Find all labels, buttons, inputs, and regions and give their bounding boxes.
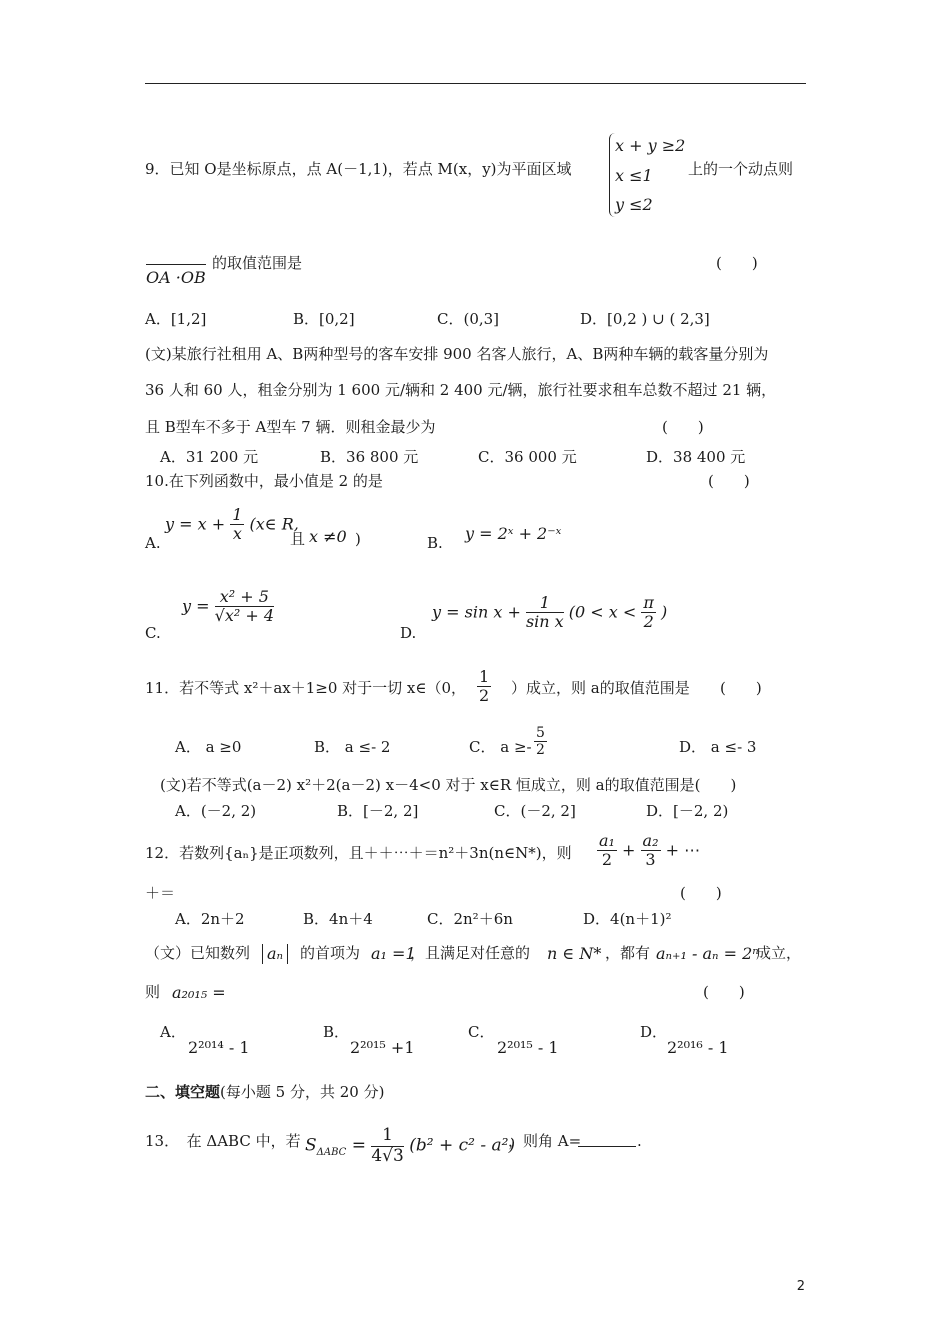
section-2-note: (每小题 5 分，共 20 分)	[220, 1083, 385, 1101]
q12-option-c: C．2n²＋6n	[427, 910, 513, 928]
q12w-mid2: ，且满足对任意的	[410, 944, 531, 962]
q12-frac-1-num: a₁	[599, 831, 615, 850]
system-line-3: y ≤2	[615, 195, 653, 214]
q10-c-lhs: y =	[182, 596, 210, 616]
q11-c-frac-den: 2	[536, 742, 545, 759]
q10-answer-paren: ( )	[708, 472, 750, 490]
q12w-n-domain: n ∈ N*	[547, 944, 602, 963]
q10-d-pi-num: π	[643, 593, 654, 612]
q10-a-condition: x ≠0	[309, 527, 347, 546]
q12w-mid3: ，都有	[605, 944, 651, 962]
q11-stem: 11．若不等式 x²＋ax＋1≥0 对于一切 x∈（0，	[145, 679, 467, 697]
q11w-option-b: B．[－2, 2]	[337, 802, 419, 820]
q12-option-b: B．4n＋4	[303, 910, 373, 928]
q9w-option-c: C．36 000 元	[478, 448, 577, 466]
section-2-heading	[145, 1085, 384, 1100]
header-rule	[145, 83, 806, 84]
q9w-option-a: A．31 200 元	[160, 448, 259, 466]
q12-stem: 12．若数列{aₙ}是正项数列，且＋＋⋯＋＝n²＋3n(n∈N*)，则	[145, 844, 572, 862]
q10-d-frac-num: 1	[526, 594, 564, 613]
page-number: 2	[796, 1279, 805, 1294]
q9-stem: 9．已知 O是坐标原点，点 A(－1,1)，若点 M(x，y)为平面区域	[145, 160, 572, 178]
q13-tail: ，则角 A=	[508, 1132, 582, 1150]
q11-option-c: C． a ≥-	[469, 738, 532, 756]
q10-a-domain: (x∈ R,	[249, 514, 299, 534]
q12-frac-2-num: a₂	[642, 831, 659, 850]
q11-c-frac-num: 5	[536, 725, 545, 741]
q12-plus: +	[622, 840, 636, 860]
q13-area-symbol: S	[305, 1135, 317, 1156]
q11-fraction	[477, 668, 491, 706]
q10-d-pi-den: 2	[643, 612, 654, 632]
q12w-sequence: aₙ	[262, 944, 288, 964]
q12w-end: 成立，	[756, 944, 802, 962]
q11-option-c-fraction	[534, 725, 547, 758]
q10-a-fraction	[230, 506, 244, 544]
q12w-value-b: 2²⁰¹⁵ +1	[350, 1038, 415, 1057]
q9w-line-1: (文)某旅行社租用 A、B两种型号的客车安排 900 名客人旅行，A、B两种车辆的载客量分别为	[145, 345, 769, 363]
q12w-label-b: B．	[323, 1023, 350, 1041]
q12w-first-term: a₁ =1	[371, 944, 416, 963]
system-line-2: x ≤1	[615, 166, 653, 185]
q10-formula-a	[165, 506, 299, 544]
q12-answer-paren: ( )	[680, 884, 722, 902]
system-line-1: x + y ≥2	[615, 136, 686, 155]
q10-stem: 10.在下列函数中，最小值是 2 的是	[145, 472, 383, 490]
q12-frac-1	[597, 832, 617, 870]
q13-area-subscript: ΔABC	[316, 1146, 347, 1158]
q9-option-a: A．[1,2]	[145, 310, 207, 328]
q9-stem-tail: 上的一个动点则	[688, 160, 794, 178]
q9w-line-3: 且 B型车不多于 A型车 7 辆．则租金最少为	[145, 418, 436, 436]
q12-frac-2-den: 3	[645, 850, 656, 870]
q12w-stem: （文）已知数列	[145, 944, 251, 962]
q12-option-d: D．4(n＋1)²	[583, 910, 672, 928]
vector-dot-product: OA ·OB	[146, 268, 206, 287]
q9w-line-2: 36 人和 60 人，租金分别为 1 600 元/辆和 2 400 元/辆，旅行社要求租车总数不超过 21 辆，	[145, 381, 777, 399]
q10-a-frac-den: x	[232, 524, 242, 544]
q12-ellipsis: + ⋯	[665, 840, 701, 860]
q12w-answer-paren: ( )	[703, 983, 745, 1001]
q12w-value-d: 2²⁰¹⁶ - 1	[667, 1038, 729, 1057]
q11-option-a: A． a ≥0	[175, 738, 242, 756]
q11-stem-tail: ）成立，则 a的取值范围是	[511, 679, 690, 697]
q12-frac-1-den: 2	[601, 850, 613, 870]
q10-d-close: )	[661, 602, 668, 622]
q12w-target: a₂₀₁₅ =	[172, 983, 226, 1002]
q12-line2: ＋＝	[145, 884, 176, 902]
section-2-title: 二、填空题	[145, 1083, 221, 1101]
q12w-label-a: A．	[160, 1023, 186, 1041]
q9w-option-b: B．36 800 元	[320, 448, 419, 466]
q10-a-frac-num: 1	[232, 505, 243, 524]
q9-option-b: B．[0,2]	[293, 310, 355, 328]
q12w-value-c: 2²⁰¹⁵ - 1	[497, 1038, 559, 1057]
q13-fraction	[371, 1126, 403, 1166]
q12-frac-2	[641, 832, 661, 870]
q9w-answer-paren: ( )	[662, 418, 704, 436]
q11-option-d: D． a ≤- 3	[679, 738, 757, 756]
q13-formula	[305, 1126, 515, 1166]
q11w-stem: (文)若不等式(a－2) x²＋2(a－2) x－4<0 对于 x∈R 恒成立，则 a的取值范围是( )	[160, 776, 737, 794]
q10-label-c: C.	[145, 624, 161, 642]
q12w-then: 则	[145, 983, 161, 1001]
q11w-option-c: C．(－2, 2]	[494, 802, 576, 820]
q9-option-d: D．[0,2 ) ∪ ( 2,3]	[580, 310, 710, 328]
q10-c-frac-den: √x² + 4	[214, 606, 275, 626]
q10-d-lhs: y = sin x +	[432, 602, 521, 622]
q12w-recurrence: aₙ₊₁ - aₙ = 2ⁿ	[656, 944, 759, 963]
q13-equals: =	[351, 1135, 366, 1156]
q10-formula-b: y = 2ˣ + 2⁻ˣ	[465, 524, 562, 543]
q12w-label-d: D．	[640, 1023, 668, 1041]
q10-a-lhs: y = x +	[165, 514, 226, 534]
q10-formula-c	[182, 588, 274, 626]
q9-line2: 的取值范围是	[212, 254, 303, 272]
q10-label-a: A.	[145, 534, 161, 552]
q13-expression: (b² + c² - a²)	[409, 1135, 516, 1156]
q10-formula-d	[432, 594, 667, 632]
q12w-mid: 的首项为	[300, 944, 361, 962]
q10-label-d: D.	[400, 624, 417, 642]
q10-d-interval: (0 < x <	[568, 602, 637, 622]
q11-frac-den: 2	[479, 686, 490, 706]
q11w-option-d: D．[－2, 2)	[646, 802, 729, 820]
q11-answer-paren: ( )	[720, 679, 762, 697]
q11w-option-a: A．(－2, 2)	[175, 802, 257, 820]
q10-d-frac-den: sin x	[525, 612, 564, 632]
q11-frac-num: 1	[479, 667, 490, 686]
q13-answer-blank	[578, 1134, 636, 1150]
q13-frac-num: 1	[371, 1126, 403, 1147]
q9w-option-d: D．38 400 元	[646, 448, 746, 466]
q10-d-fraction	[526, 594, 564, 632]
q12-series	[597, 832, 700, 870]
q10-a-close: )	[355, 530, 361, 548]
q10-c-fraction	[215, 588, 274, 626]
q12w-value-a: 2²⁰¹⁴ - 1	[188, 1038, 250, 1057]
q10-d-pi-fraction	[641, 594, 656, 632]
q13-frac-den: 4√3	[371, 1145, 404, 1166]
q9-option-c: C．(0,3]	[437, 310, 500, 328]
q10-label-b: B.	[427, 534, 443, 552]
q12-option-a: A．2n＋2	[175, 910, 245, 928]
q13-stem: 13． 在 ΔABC 中，若	[145, 1132, 301, 1150]
q9-answer-paren: ( )	[716, 254, 758, 272]
q10-c-frac-num: x² + 5	[215, 588, 274, 607]
q11-option-b: B． a ≤- 2	[314, 738, 391, 756]
q13-end: .	[637, 1132, 642, 1150]
q12w-label-c: C．	[468, 1023, 495, 1041]
q10-a-and: 且	[290, 530, 306, 548]
